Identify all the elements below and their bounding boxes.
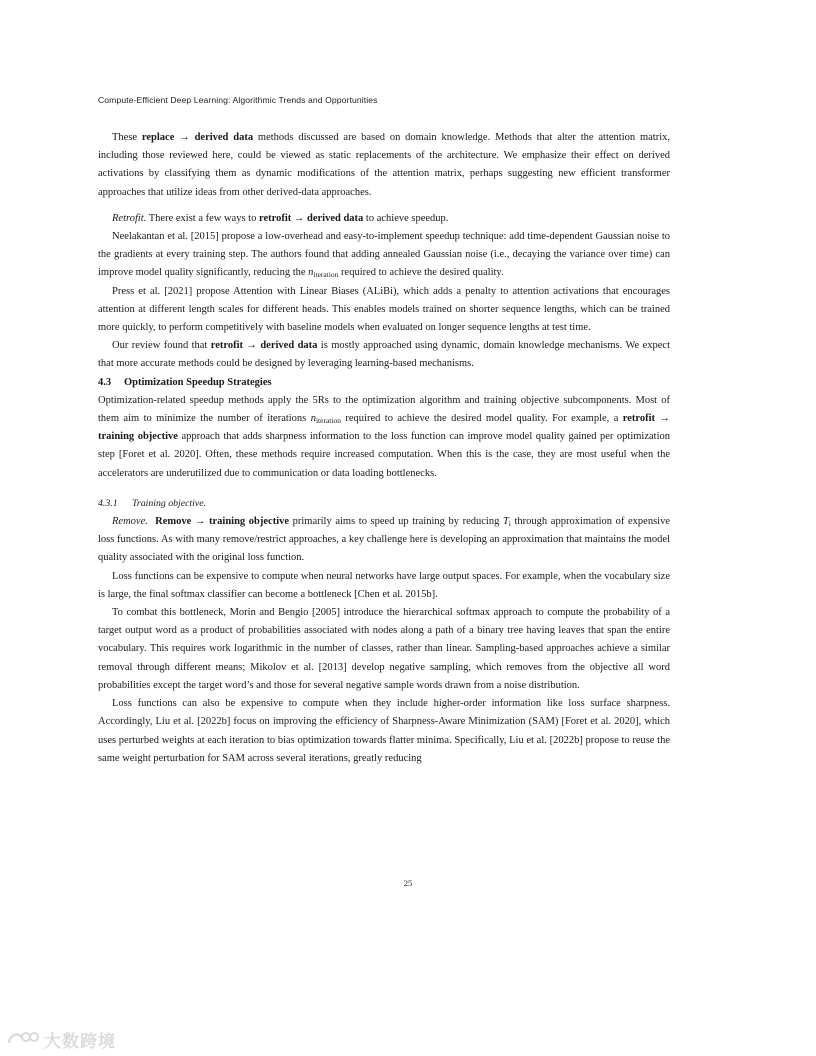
section-number: 4.3 bbox=[98, 376, 112, 388]
watermark bbox=[6, 1028, 116, 1050]
section-heading bbox=[98, 374, 670, 392]
remove-label: Remove. bbox=[112, 516, 148, 528]
paragraph-press: Press et al. [2021] propose Attention with Linear Biases (ALiBi), which adds a penalty to attention activations that encourages attention at different length scales for different heads. This enables models trained on shorter sequence lengths, which can be trained more quickly, to perform competitively with baseline models when evaluated on longer sequence lengths at test time. bbox=[98, 285, 670, 334]
paragraph-remove: Remove. Remove → training objective primarily aims to speed up training by reducing $T_i$ through approximation of expensive loss functions. As with many remove/restrict approaches, a key challenge here is developing an approximation that maintains the model quality associated with the original loss function. bbox=[98, 516, 670, 564]
term-remove-training-objective: Remove → training objective bbox=[155, 516, 290, 528]
paragraph-replace-derived-data: These replace → derived data methods discussed are based on domain knowledge. Methods that alter the attention matrix, including those reviewed here, could be viewed as static replacements of the architecture. We emphasize their effect on derived activations by classifying them as dynamic modifications of the attention matrix, perhaps suggesting new efficient transformer approaches that utilize ideas from other derived-data approaches. bbox=[98, 132, 671, 198]
watermark-text: 大数跨境 bbox=[44, 1031, 116, 1052]
running-header: Compute-Efficient Deep Learning: Algorithmic Trends and Opportunities bbox=[98, 95, 378, 105]
paragraph-neelakantan: Neelakantan et al. [2015] propose a low-overhead and easy-to-implement speedup technique: add time-dependent Gaussian noise to the gradients at every training step. The authors found that adding annealed Gaussian noise (i.e., decaying the variance over time) can improve model quality significantly, reducing the $n_{iteration}$ required to achieve the desired quality. bbox=[98, 231, 670, 280]
term-retrofit-training-objective: retrofit → training objective bbox=[98, 413, 670, 443]
paragraph-morin-bengio: To combat this bottleneck, Morin and Bengio [2005] introduce the hierarchical softmax approach to compute the probability of a target output word as a product of probabilities associated with nodes along a path of a binary tree having leaves that span the entire vocabulary. This requires work logarithmic in the number of classes, rather than linear. Sampling-based approaches achieve a similar removal through different means; Mikolov et al. [2013] develop negative sampling, which removes from the objective all word probabilities except the target word’s and those for several negative sample words drawn from a noise distribution. bbox=[98, 607, 670, 691]
term-retrofit-derived-data: retrofit → derived data bbox=[258, 212, 364, 224]
subsection-number: 4.3.1 bbox=[98, 497, 118, 509]
retrofit-label: Retrofit. bbox=[112, 212, 147, 224]
paragraph-sam: Loss functions can also be expensive to compute when they include higher-order information like loss surface sharpness. Accordingly, Liu et al. [2022b] focus on improving the efficiency of Sharpness-Aware Minimization (SAM) [Foret et al. 2020], which uses perturbed weights at each iteration to bias optimization towards flatter minima. Specifically, Liu et al. [2022b] propose to reuse the same weight perturbation for SAM across several iterations, greatly reducing bbox=[98, 698, 670, 764]
term-retrofit-derived-data: retrofit → derived data bbox=[210, 340, 318, 352]
page-number: 25 bbox=[403, 878, 413, 888]
page-body bbox=[98, 129, 670, 768]
paragraph-loss-functions: Loss functions can be expensive to compute when neural networks have large output spaces. For example, when the vocabulary size is large, the final softmax classifier can become a bottleneck [Chen et al. 2015b]. bbox=[98, 570, 670, 600]
section-title: Optimization Speedup Strategies bbox=[124, 376, 272, 388]
paragraph-optimization-intro: Optimization-related speedup methods apply the 5Rs to the optimization algorithm and training objective subcomponents. Most of them aim to minimize the number of iterations $n_{iteration}$ required to achieve the desired model quality. For example, a retrofit → training objective approach that adds sharpness information to the loss function can improve model quality gained per optimization step [Foret et al. 2020]. Often, these methods require increased computation. When this is the case, they are most useful when the accelerators are underutilized due to communication or data loading bottlenecks. bbox=[98, 394, 670, 479]
term-replace-derived-data: replace → derived data bbox=[141, 132, 254, 143]
subsection-heading bbox=[98, 495, 670, 513]
subsection-title: Training objective. bbox=[132, 497, 207, 509]
paragraph-retrofit: Retrofit. There exist a few ways to retrofit → derived data to achieve speedup. bbox=[112, 212, 449, 224]
watermark-logo-icon bbox=[6, 1029, 40, 1049]
paragraph-review: Our review found that retrofit → derived data is mostly approached using dynamic, domain knowledge mechanisms. We expect that more accurate methods could be designed by leveraging learning-based mechanisms. bbox=[98, 340, 670, 370]
